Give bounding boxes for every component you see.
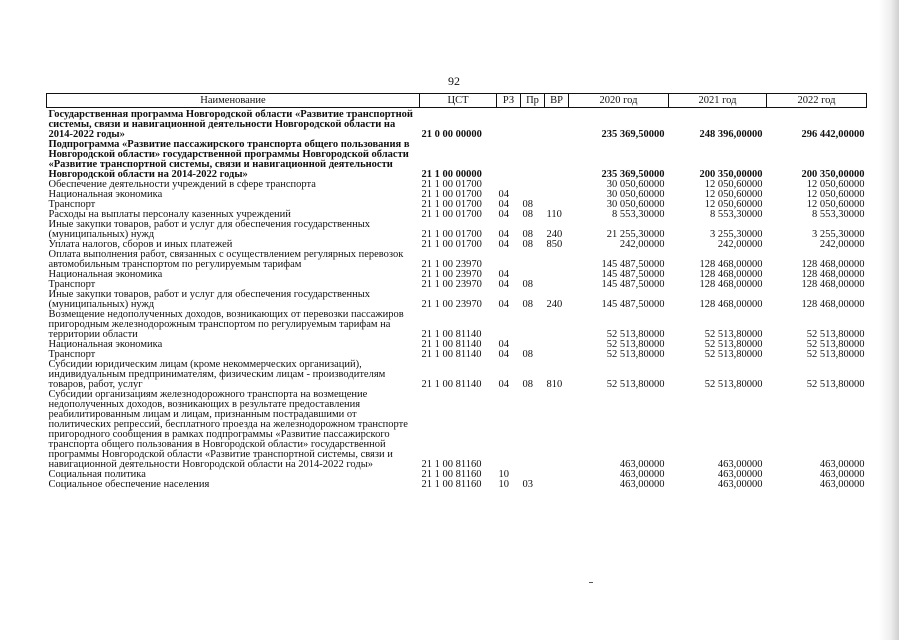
cell-2022: 52 513,80000 bbox=[806, 329, 865, 340]
cell-name: Субсидии юридическим лицам (кроме некоммерческих организаций), индивидуальным предпринимателям, физическим лицам - производителям товаров, работ, услуг bbox=[48, 359, 386, 390]
cell-rz bbox=[497, 250, 521, 270]
table-row bbox=[47, 360, 867, 390]
cell-2022: 463,00000 bbox=[819, 469, 865, 480]
cell-2020: 52 513,80000 bbox=[606, 339, 665, 350]
cell-pr: 08 bbox=[522, 229, 533, 240]
cell-rz: 04 bbox=[498, 279, 509, 290]
cell-rz: 04 bbox=[498, 349, 509, 360]
cell-vr bbox=[545, 180, 569, 190]
cell-2022: 128 468,00000 bbox=[801, 269, 865, 280]
cell-cst: 21 1 00 00000 bbox=[421, 169, 482, 180]
cell-cst: 21 1 00 23970 bbox=[421, 259, 482, 270]
cell-cst: 21 1 00 81160 bbox=[421, 479, 482, 490]
scan-edge-shadow bbox=[879, 0, 899, 640]
cell-name: Подпрограмма «Развитие пассажирского транспорта общего пользования в Новгородской области» государственной программы Новгородской области «Развитие транспортной системы, связи и навигационной деятельности Новгородской области на 2014-2022 годы» bbox=[48, 139, 410, 180]
cell-pr: 03 bbox=[522, 479, 533, 490]
cell-2022: 128 468,00000 bbox=[801, 259, 865, 270]
cell-name: Социальная политика bbox=[48, 469, 146, 480]
cell-name: Транспорт bbox=[48, 349, 96, 360]
cell-pr bbox=[521, 108, 545, 141]
cell-2020: 52 513,80000 bbox=[606, 329, 665, 340]
cell-2021: 52 513,80000 bbox=[704, 349, 763, 360]
cell-vr bbox=[545, 190, 569, 200]
cell-2022: 12 050,60000 bbox=[806, 189, 865, 200]
cell-cst: 21 1 00 01700 bbox=[421, 229, 482, 240]
cell-pr bbox=[521, 140, 545, 180]
cell-2021: 242,00000 bbox=[717, 239, 763, 250]
cell-rz: 10 bbox=[498, 479, 509, 490]
cell-cst: 21 0 00 00000 bbox=[421, 129, 482, 140]
cell-2020: 145 487,50000 bbox=[601, 259, 665, 270]
cell-2021: 52 513,80000 bbox=[704, 339, 763, 350]
cell-cst: 21 1 00 23970 bbox=[421, 299, 482, 310]
cell-vr: 240 bbox=[546, 229, 563, 240]
cell-name: Национальная экономика bbox=[48, 189, 163, 200]
cell-2022: 12 050,60000 bbox=[806, 179, 865, 190]
cell-cst: 21 1 00 01700 bbox=[421, 209, 482, 220]
cell-pr: 08 bbox=[522, 279, 533, 290]
cell-2021: 128 468,00000 bbox=[699, 259, 763, 270]
cell-2022: 200 350,00000 bbox=[801, 169, 865, 180]
cell-cst: 21 1 00 81140 bbox=[421, 329, 482, 340]
cell-2021: 128 468,00000 bbox=[699, 279, 763, 290]
cell-pr: 08 bbox=[522, 349, 533, 360]
cell-2021: 52 513,80000 bbox=[704, 379, 763, 390]
cell-name: Субсидии организациям железнодорожного транспорта на возмещение недополученных доходов, возникающих в результате предоставления реабилитированным лицам и лицам, признанным пострадавшими от политических репрессий, бесплатного проезда на железнодорожном транспорте пригородного сообщения в рамках подпрограммы «Развитие пассажирского транспорта общего пользования в Новгородской области» государственной программы Новгородской области «Развитие транспортной системы, связи и навигационной деятельности Новгородской области на 2014-2022 годы» bbox=[48, 389, 408, 470]
cell-vr bbox=[545, 340, 569, 350]
cell-2020: 30 050,60000 bbox=[606, 179, 665, 190]
cell-2021: 463,00000 bbox=[717, 479, 763, 490]
table-row bbox=[47, 250, 867, 270]
cell-vr bbox=[545, 280, 569, 290]
cell-pr: 08 bbox=[522, 199, 533, 210]
cell-pr bbox=[521, 250, 545, 270]
cell-cst: 21 1 00 81140 bbox=[421, 349, 482, 360]
cell-rz bbox=[497, 390, 521, 470]
cell-rz bbox=[497, 108, 521, 141]
cell-cst: 21 1 00 81160 bbox=[421, 469, 482, 480]
cell-2020: 235 369,50000 bbox=[601, 169, 665, 180]
cell-cst: 21 1 00 23970 bbox=[421, 279, 482, 290]
cell-pr: 08 bbox=[522, 299, 533, 310]
header-pr: Пр bbox=[521, 94, 545, 108]
cell-vr: 110 bbox=[546, 209, 562, 220]
cell-rz: 04 bbox=[498, 199, 509, 210]
cell-name: Транспорт bbox=[48, 199, 96, 210]
cell-cst: 21 1 00 01700 bbox=[421, 189, 482, 200]
cell-vr bbox=[545, 108, 569, 141]
header-name: Наименование bbox=[47, 94, 420, 108]
table-body bbox=[47, 108, 867, 491]
cell-pr: 08 bbox=[522, 209, 533, 220]
cell-2021: 12 050,60000 bbox=[704, 189, 763, 200]
cell-2021: 200 350,00000 bbox=[699, 169, 763, 180]
cell-cst: 21 1 00 01700 bbox=[421, 199, 482, 210]
cell-vr: 810 bbox=[546, 379, 563, 390]
cell-2020: 145 487,50000 bbox=[601, 269, 665, 280]
cell-2022: 463,00000 bbox=[819, 479, 865, 490]
cell-vr bbox=[545, 140, 569, 180]
cell-2021: 128 468,00000 bbox=[699, 299, 763, 310]
cell-2022: 52 513,80000 bbox=[806, 339, 865, 350]
table-header bbox=[47, 94, 867, 108]
header-cst: ЦСТ bbox=[420, 94, 497, 108]
cell-cst: 21 1 00 01700 bbox=[421, 179, 482, 190]
cell-name: Транспорт bbox=[48, 279, 96, 290]
scan-speck bbox=[589, 582, 593, 583]
header-2021: 2021 год bbox=[669, 94, 767, 108]
cell-2022: 12 050,60000 bbox=[806, 199, 865, 210]
cell-name: Уплата налогов, сборов и иных платежей bbox=[48, 239, 233, 250]
cell-cst: 21 1 00 81160 bbox=[421, 459, 482, 470]
header-2020: 2020 год bbox=[569, 94, 669, 108]
cell-2021: 3 255,30000 bbox=[710, 229, 763, 240]
table-row bbox=[47, 108, 867, 141]
cell-2022: 128 468,00000 bbox=[801, 279, 865, 290]
page-number: 92 bbox=[448, 74, 460, 88]
cell-pr: 08 bbox=[522, 379, 533, 390]
cell-2020: 52 513,80000 bbox=[606, 349, 665, 360]
cell-2020: 235 369,50000 bbox=[601, 129, 665, 140]
cell-2020: 52 513,80000 bbox=[606, 379, 665, 390]
cell-2022: 3 255,30000 bbox=[812, 229, 865, 240]
cell-rz: 04 bbox=[498, 269, 509, 280]
table-row bbox=[47, 390, 867, 470]
cell-name: Иные закупки товаров, работ и услуг для обеспечения государственных (муниципальных) нужд bbox=[48, 289, 371, 310]
cell-vr bbox=[545, 270, 569, 280]
cell-vr: 850 bbox=[546, 239, 563, 250]
cell-name: Государственная программа Новгородской области «Развитие транспортной системы, связи и навигационной деятельности Новгородской области на 2014-2022 годы» bbox=[48, 109, 413, 140]
cell-rz: 04 bbox=[498, 379, 509, 390]
cell-name: Обеспечение деятельности учреждений в сфере транспорта bbox=[48, 179, 316, 190]
cell-pr bbox=[521, 310, 545, 340]
cell-name: Иные закупки товаров, работ и услуг для обеспечения государственных (муниципальных) нужд bbox=[48, 219, 371, 240]
table-row bbox=[47, 310, 867, 340]
cell-rz bbox=[497, 140, 521, 180]
cell-vr bbox=[545, 350, 569, 360]
header-rz: РЗ bbox=[497, 94, 521, 108]
table-row bbox=[47, 480, 867, 490]
cell-2020: 463,00000 bbox=[619, 469, 665, 480]
cell-2021: 128 468,00000 bbox=[699, 269, 763, 280]
cell-2020: 145 487,50000 bbox=[601, 299, 665, 310]
cell-name: Национальная экономика bbox=[48, 339, 163, 350]
cell-vr bbox=[545, 310, 569, 340]
cell-2021: 248 396,00000 bbox=[699, 129, 763, 140]
cell-2020: 8 553,30000 bbox=[612, 209, 665, 220]
cell-2020: 463,00000 bbox=[619, 459, 665, 470]
cell-2021: 12 050,60000 bbox=[704, 199, 763, 210]
table-row bbox=[47, 290, 867, 310]
cell-rz: 04 bbox=[498, 299, 509, 310]
cell-2020: 30 050,60000 bbox=[606, 199, 665, 210]
cell-2022: 8 553,30000 bbox=[812, 209, 865, 220]
cell-2022: 296 442,00000 bbox=[801, 129, 865, 140]
cell-name: Расходы на выплаты персоналу казенных учреждений bbox=[48, 209, 291, 220]
cell-2021: 463,00000 bbox=[717, 469, 763, 480]
table-row bbox=[47, 140, 867, 180]
cell-cst: 21 1 00 81140 bbox=[421, 379, 482, 390]
cell-2021: 463,00000 bbox=[717, 459, 763, 470]
table-row bbox=[47, 220, 867, 240]
cell-rz: 04 bbox=[498, 339, 509, 350]
cell-cst: 21 1 00 81140 bbox=[421, 339, 482, 350]
cell-vr bbox=[545, 390, 569, 470]
cell-rz: 04 bbox=[498, 229, 509, 240]
cell-rz: 04 bbox=[498, 209, 509, 220]
cell-2022: 52 513,80000 bbox=[806, 349, 865, 360]
header-vr: ВР bbox=[545, 94, 569, 108]
cell-name: Оплата выполнения работ, связанных с осуществлением регулярных перевозок автомобильным транспортом по регулируемым тарифам bbox=[48, 249, 404, 270]
cell-2022: 52 513,80000 bbox=[806, 379, 865, 390]
cell-2021: 12 050,60000 bbox=[704, 179, 763, 190]
cell-pr bbox=[521, 390, 545, 470]
cell-2020: 242,00000 bbox=[619, 239, 665, 250]
cell-vr bbox=[545, 250, 569, 270]
budget-table bbox=[46, 93, 867, 490]
cell-2022: 463,00000 bbox=[819, 459, 865, 470]
cell-vr: 240 bbox=[546, 299, 563, 310]
cell-rz bbox=[497, 310, 521, 340]
cell-vr bbox=[545, 470, 569, 480]
cell-pr bbox=[521, 180, 545, 190]
cell-rz: 04 bbox=[498, 239, 509, 250]
cell-pr: 08 bbox=[522, 239, 533, 250]
cell-2020: 30 050,60000 bbox=[606, 189, 665, 200]
cell-rz: 10 bbox=[498, 469, 509, 480]
cell-rz: 04 bbox=[498, 189, 509, 200]
cell-2020: 145 487,50000 bbox=[601, 279, 665, 290]
cell-name: Возмещение недополученных доходов, возникающих от перевозки пассажиров пригородным железнодорожным транспортом по регулируемым тарифам на территории области bbox=[48, 309, 404, 340]
cell-2020: 463,00000 bbox=[619, 479, 665, 490]
cell-name: Социальное обеспечение населения bbox=[48, 479, 210, 490]
cell-2022: 242,00000 bbox=[819, 239, 865, 250]
cell-cst: 21 1 00 01700 bbox=[421, 239, 482, 250]
cell-vr bbox=[545, 480, 569, 490]
cell-2022: 128 468,00000 bbox=[801, 299, 865, 310]
cell-2020: 21 255,30000 bbox=[606, 229, 665, 240]
header-2022: 2022 год bbox=[767, 94, 867, 108]
cell-cst: 21 1 00 23970 bbox=[421, 269, 482, 280]
cell-2021: 52 513,80000 bbox=[704, 329, 763, 340]
cell-2021: 8 553,30000 bbox=[710, 209, 763, 220]
cell-name: Национальная экономика bbox=[48, 269, 163, 280]
